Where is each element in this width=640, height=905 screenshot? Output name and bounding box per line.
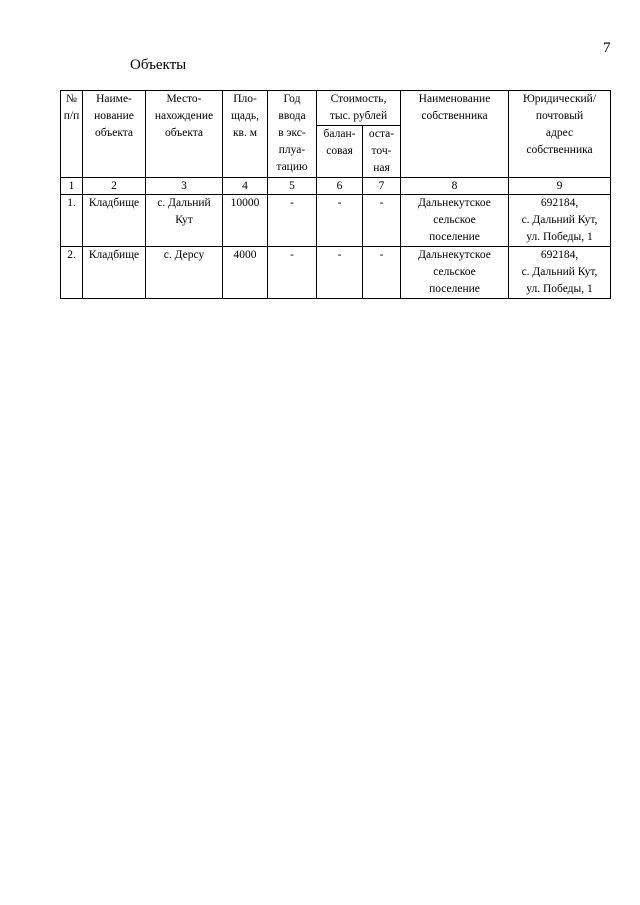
cell-no: 2. [61, 247, 83, 299]
cell-cost-balance: - [317, 247, 363, 299]
page-title: Объекты [130, 57, 187, 73]
column-number: 9 [509, 178, 611, 195]
column-number: 3 [146, 178, 223, 195]
header-cost-balance: балан- совая [317, 126, 363, 178]
header-cost-residual: оста- точ- ная [363, 126, 401, 178]
column-number: 4 [223, 178, 268, 195]
column-number: 8 [401, 178, 509, 195]
table-row [61, 195, 611, 247]
header-cost: Стоимость, тыс. рублей [317, 91, 401, 126]
cell-owner-address: 692184, с. Дальний Кут, ул. Победы, 1 [509, 195, 611, 247]
header-owner-address: Юридический/ почтовый адрес собственника [509, 91, 611, 178]
header-row [61, 91, 611, 126]
column-number: 1 [61, 178, 83, 195]
header-location: Место- нахождение объекта [146, 91, 223, 178]
table-row [61, 247, 611, 299]
cell-year: - [268, 195, 317, 247]
column-number: 5 [268, 178, 317, 195]
cell-cost-residual: - [363, 195, 401, 247]
header-name: Наиме- нование объекта [83, 91, 146, 178]
cell-area: 10000 [223, 195, 268, 247]
column-number: 7 [363, 178, 401, 195]
cell-year: - [268, 247, 317, 299]
cell-name: Кладбище [83, 195, 146, 247]
header-owner-name: Наименование собственника [401, 91, 509, 178]
header-year: Год ввода в экс- плуа- тацию [268, 91, 317, 178]
cell-location: с. Дерсу [146, 247, 223, 299]
column-number: 6 [317, 178, 363, 195]
header-no: № п/п [61, 91, 83, 178]
cell-area: 4000 [223, 247, 268, 299]
cell-cost-balance: - [317, 195, 363, 247]
cell-location: с. Дальний Кут [146, 195, 223, 247]
column-number-row [61, 178, 611, 195]
cell-cost-residual: - [363, 247, 401, 299]
cell-name: Кладбище [83, 247, 146, 299]
cell-owner-address: 692184, с. Дальний Кут, ул. Победы, 1 [509, 247, 611, 299]
column-number: 2 [83, 178, 146, 195]
cell-no: 1. [61, 195, 83, 247]
header-area: Пло- щадь, кв. м [223, 91, 268, 178]
page-number: 7 [603, 40, 611, 56]
cell-owner-name: Дальнекутское сельское поселение [401, 195, 509, 247]
objects-table [60, 90, 611, 299]
cell-owner-name: Дальнекутское сельское поселение [401, 247, 509, 299]
